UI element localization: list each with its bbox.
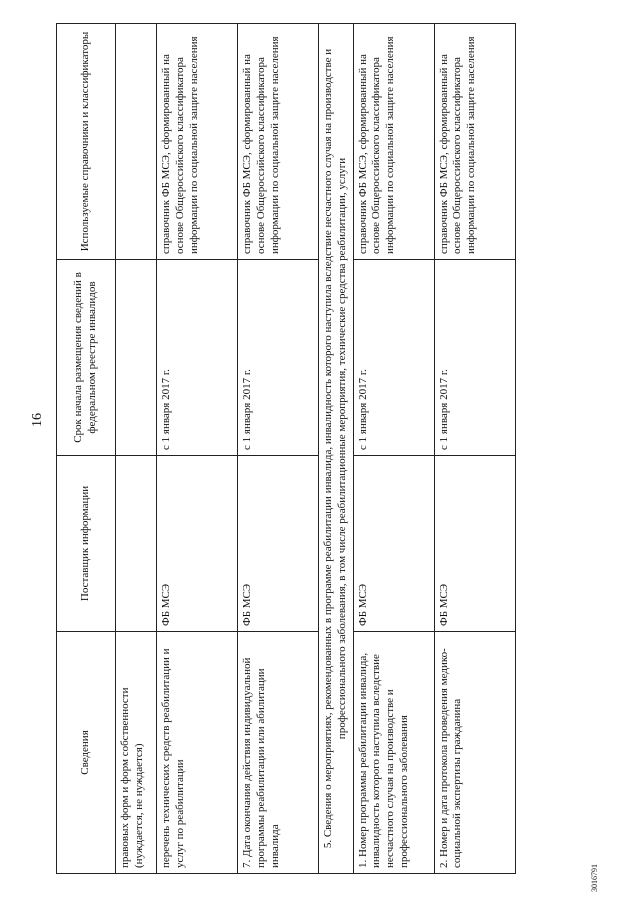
- section-row: [319, 24, 354, 874]
- row-start-date: с 1 января 2017 г.: [157, 260, 238, 456]
- row-info: перечень технических средств реабилитации и услуг по реабилитации: [157, 632, 238, 874]
- row-start-date: с 1 января 2017 г.: [353, 260, 434, 456]
- registry-table: [56, 23, 516, 874]
- row-start-date: с 1 января 2017 г.: [238, 260, 319, 456]
- page-number: [30, 400, 50, 440]
- header-start-date: Срок начала размещения сведений в федеральном реестре инвалидов: [57, 260, 116, 456]
- header-info: Сведения: [57, 632, 116, 874]
- row-info: 7. Дата окончания действия индивидуальной программы реабилитации или абилитации инвалида: [238, 632, 319, 874]
- row-classifiers: справочник ФБ МСЭ, сформированный на основе Общероссийского классификатора информации по социальной защите населения: [434, 24, 515, 260]
- row-info: правовых форм и форм собственности (нуждается, не нуждается): [116, 632, 157, 874]
- header-provider: Поставщик информации: [57, 456, 116, 632]
- row-classifiers: [116, 24, 157, 260]
- row-info: 2. Номер и дата протокола проведения медико-социальной экспертизы гражданина: [434, 632, 515, 874]
- page-number-text: 16: [30, 413, 45, 427]
- row-start-date: [116, 260, 157, 456]
- table-header-row: [57, 24, 116, 874]
- row-provider: [116, 456, 157, 632]
- row-classifiers: справочник ФБ МСЭ, сформированный на основе Общероссийского классификатора информации по социальной защите населения: [157, 24, 238, 260]
- row-start-date: с 1 января 2017 г.: [434, 260, 515, 456]
- row-classifiers: справочник ФБ МСЭ, сформированный на основе Общероссийского классификатора информации по социальной защите населения: [238, 24, 319, 260]
- header-classifiers: Используемые справочники и классификаторы: [57, 24, 116, 260]
- section-title: 5. Сведения о мероприятиях, рекомендованных в программе реабилитации инвалида, инвалидность которого наступила вследствие несчастного случая на производстве и профессионального заболевания, в том числе реабилитационные мероприятия, технические средства реабилитации, услуги: [319, 24, 354, 874]
- registry-table-rotated: [56, 24, 536, 874]
- table-row: [116, 24, 157, 874]
- table-row: [353, 24, 434, 874]
- table-row: [238, 24, 319, 874]
- table-row: [434, 24, 515, 874]
- row-provider: ФБ МСЭ: [157, 456, 238, 632]
- document-code: 3016791: [590, 864, 599, 892]
- row-provider: ФБ МСЭ: [434, 456, 515, 632]
- row-classifiers: справочник ФБ МСЭ, сформированный на основе Общероссийского классификатора информации по социальной защите населения: [353, 24, 434, 260]
- row-provider: ФБ МСЭ: [353, 456, 434, 632]
- row-info: 1. Номер программы реабилитации инвалида, инвалидность которого наступила вследствие несчастного случая на производстве и профессионального заболевания: [353, 632, 434, 874]
- row-provider: ФБ МСЭ: [238, 456, 319, 632]
- table-row: [157, 24, 238, 874]
